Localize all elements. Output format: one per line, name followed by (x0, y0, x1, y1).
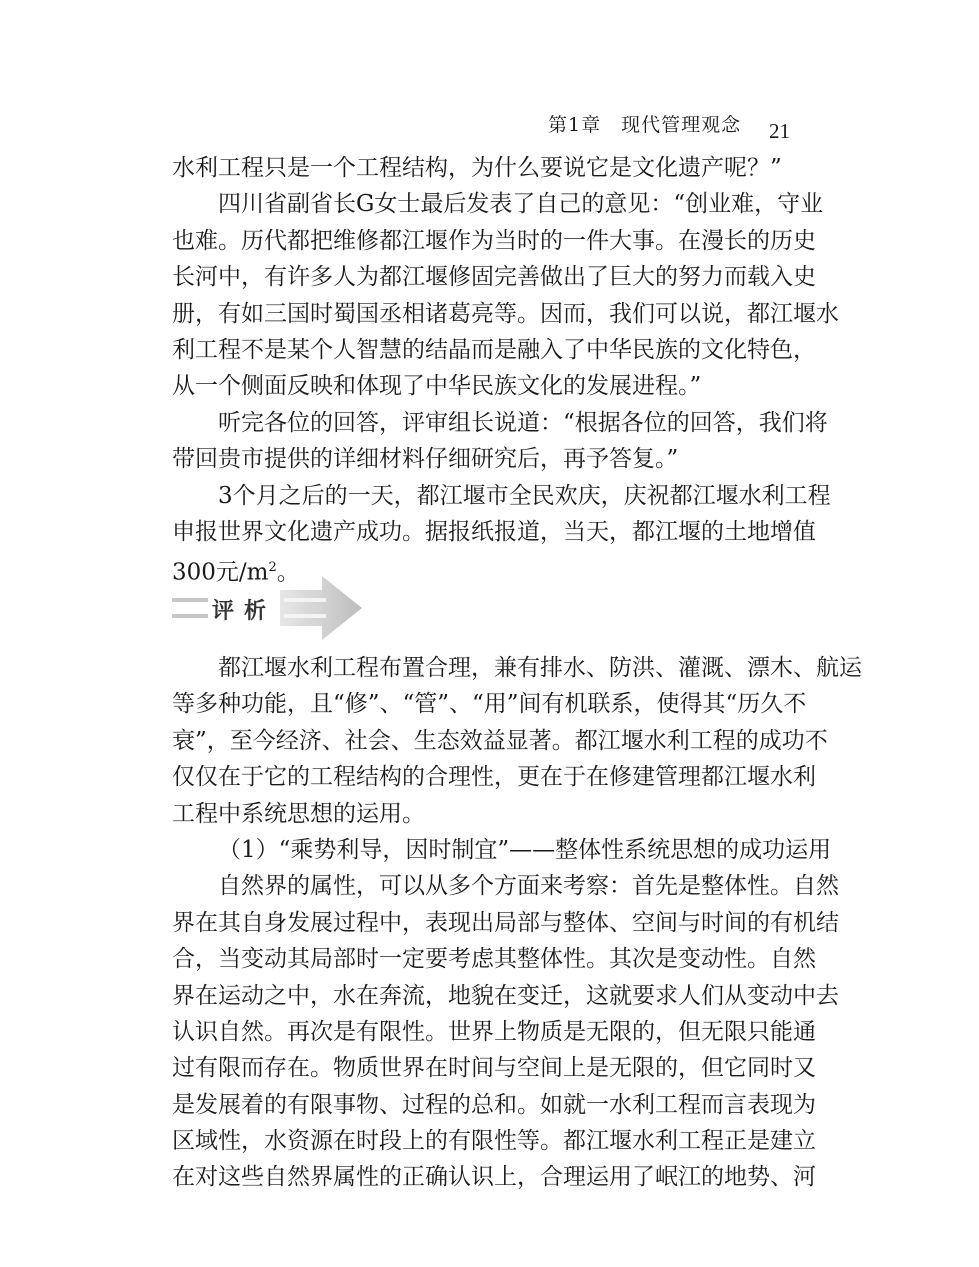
text-line: 册，有如三国时蜀国丞相诸葛亮等。因而，我们可以说，都江堰水 (172, 300, 839, 327)
running-header: 第1章 现代管理观念 (548, 114, 742, 136)
analysis-text (172, 650, 862, 1196)
text-line: 是发展着的有限事物、过程的总和。如就一水利工程而言表现为 (172, 1091, 816, 1118)
text-line: 认识自然。再次是有限性。世界上物质是无限的，但无限只能通 (172, 1018, 816, 1045)
text-line: 自然界的属性，可以从多个方面来考察：首先是整体性。自然 (218, 873, 839, 900)
text-line: 听完各位的回答，评审组长说道：“根据各位的回答，我们将 (218, 409, 828, 436)
text-line: 申报世界文化遗产成功。据报纸报道，当天，都江堰的土地增值 (172, 518, 816, 545)
text-line: 在对这些自然界属性的正确认识上，合理运用了岷江的地势、河 (172, 1164, 816, 1191)
text-line: 等多种功能，且“修”、“管”、“用”间有机联系，使得其“历久不 (172, 691, 807, 718)
subheading: （1）“乘势利导，因时制宜”——整体性系统思想的成功运用 (218, 836, 832, 863)
text-line: 都江堰水利工程布置合理，兼有排水、防洪、灌溉、漂木、航运 (218, 655, 862, 681)
area-value: 300元/m (172, 559, 269, 586)
superscript-exponent: 2 (268, 560, 277, 576)
text-line: 也难。历代都把维修都江堰作为当时的一件大事。在漫长的历史 (172, 227, 816, 254)
text-line: 3个月之后的一天，都江堰市全民欢庆，庆祝都江堰水利工程 (218, 482, 831, 509)
text-line: 过有限而存在。物质世界在时间与空间上是无限的，但它同时又 (172, 1055, 816, 1082)
text-line: 四川省副省长G女士最后发表了自己的意见：“创业难，守业 (218, 191, 824, 218)
text-line: 水利工程只是一个工程结构，为什么要说它是文化遗产呢？” (172, 155, 782, 181)
analysis-banner (172, 572, 362, 644)
text-line: 利工程不是某个人智慧的结晶而是融入了中华民族的文化特色， (172, 336, 816, 363)
text-line: 仅仅在于它的工程结构的合理性，更在于在修建管理都江堰水利 (172, 764, 816, 791)
text-line: 长河中，有许多人为都江堰修固完善做出了巨大的努力而载入史 (172, 264, 816, 291)
period-mark: 。 (276, 559, 300, 586)
text-line: 带回贵市提供的详细材料仔细研究后，再予答复。” (172, 446, 679, 473)
page-number: 21 (769, 119, 790, 143)
text-line: 衰”，至今经济、社会、生态效益显著。都江堰水利工程的成功不 (172, 727, 828, 754)
text-line: 界在其自身发展过程中，表现出局部与整体、空间与时间的有机结 (172, 909, 839, 936)
story-text (172, 150, 839, 587)
analysis-heading: 评析 (212, 599, 277, 624)
text-line: 合，当变动其局部时一定要考虑其整体性。其次是变动性。自然 (172, 946, 816, 973)
text-line: 界在运动之中，水在奔流，地貌在变迁，这就要求人们从变动中去 (172, 982, 839, 1009)
text-line: 从一个侧面反映和体现了中华民族文化的发展进程。” (172, 373, 702, 400)
text-line: 区域性，水资源在时段上的有限性等。都江堰水利工程正是建立 (172, 1128, 816, 1155)
text-line: 工程中系统思想的运用。 (172, 800, 425, 827)
